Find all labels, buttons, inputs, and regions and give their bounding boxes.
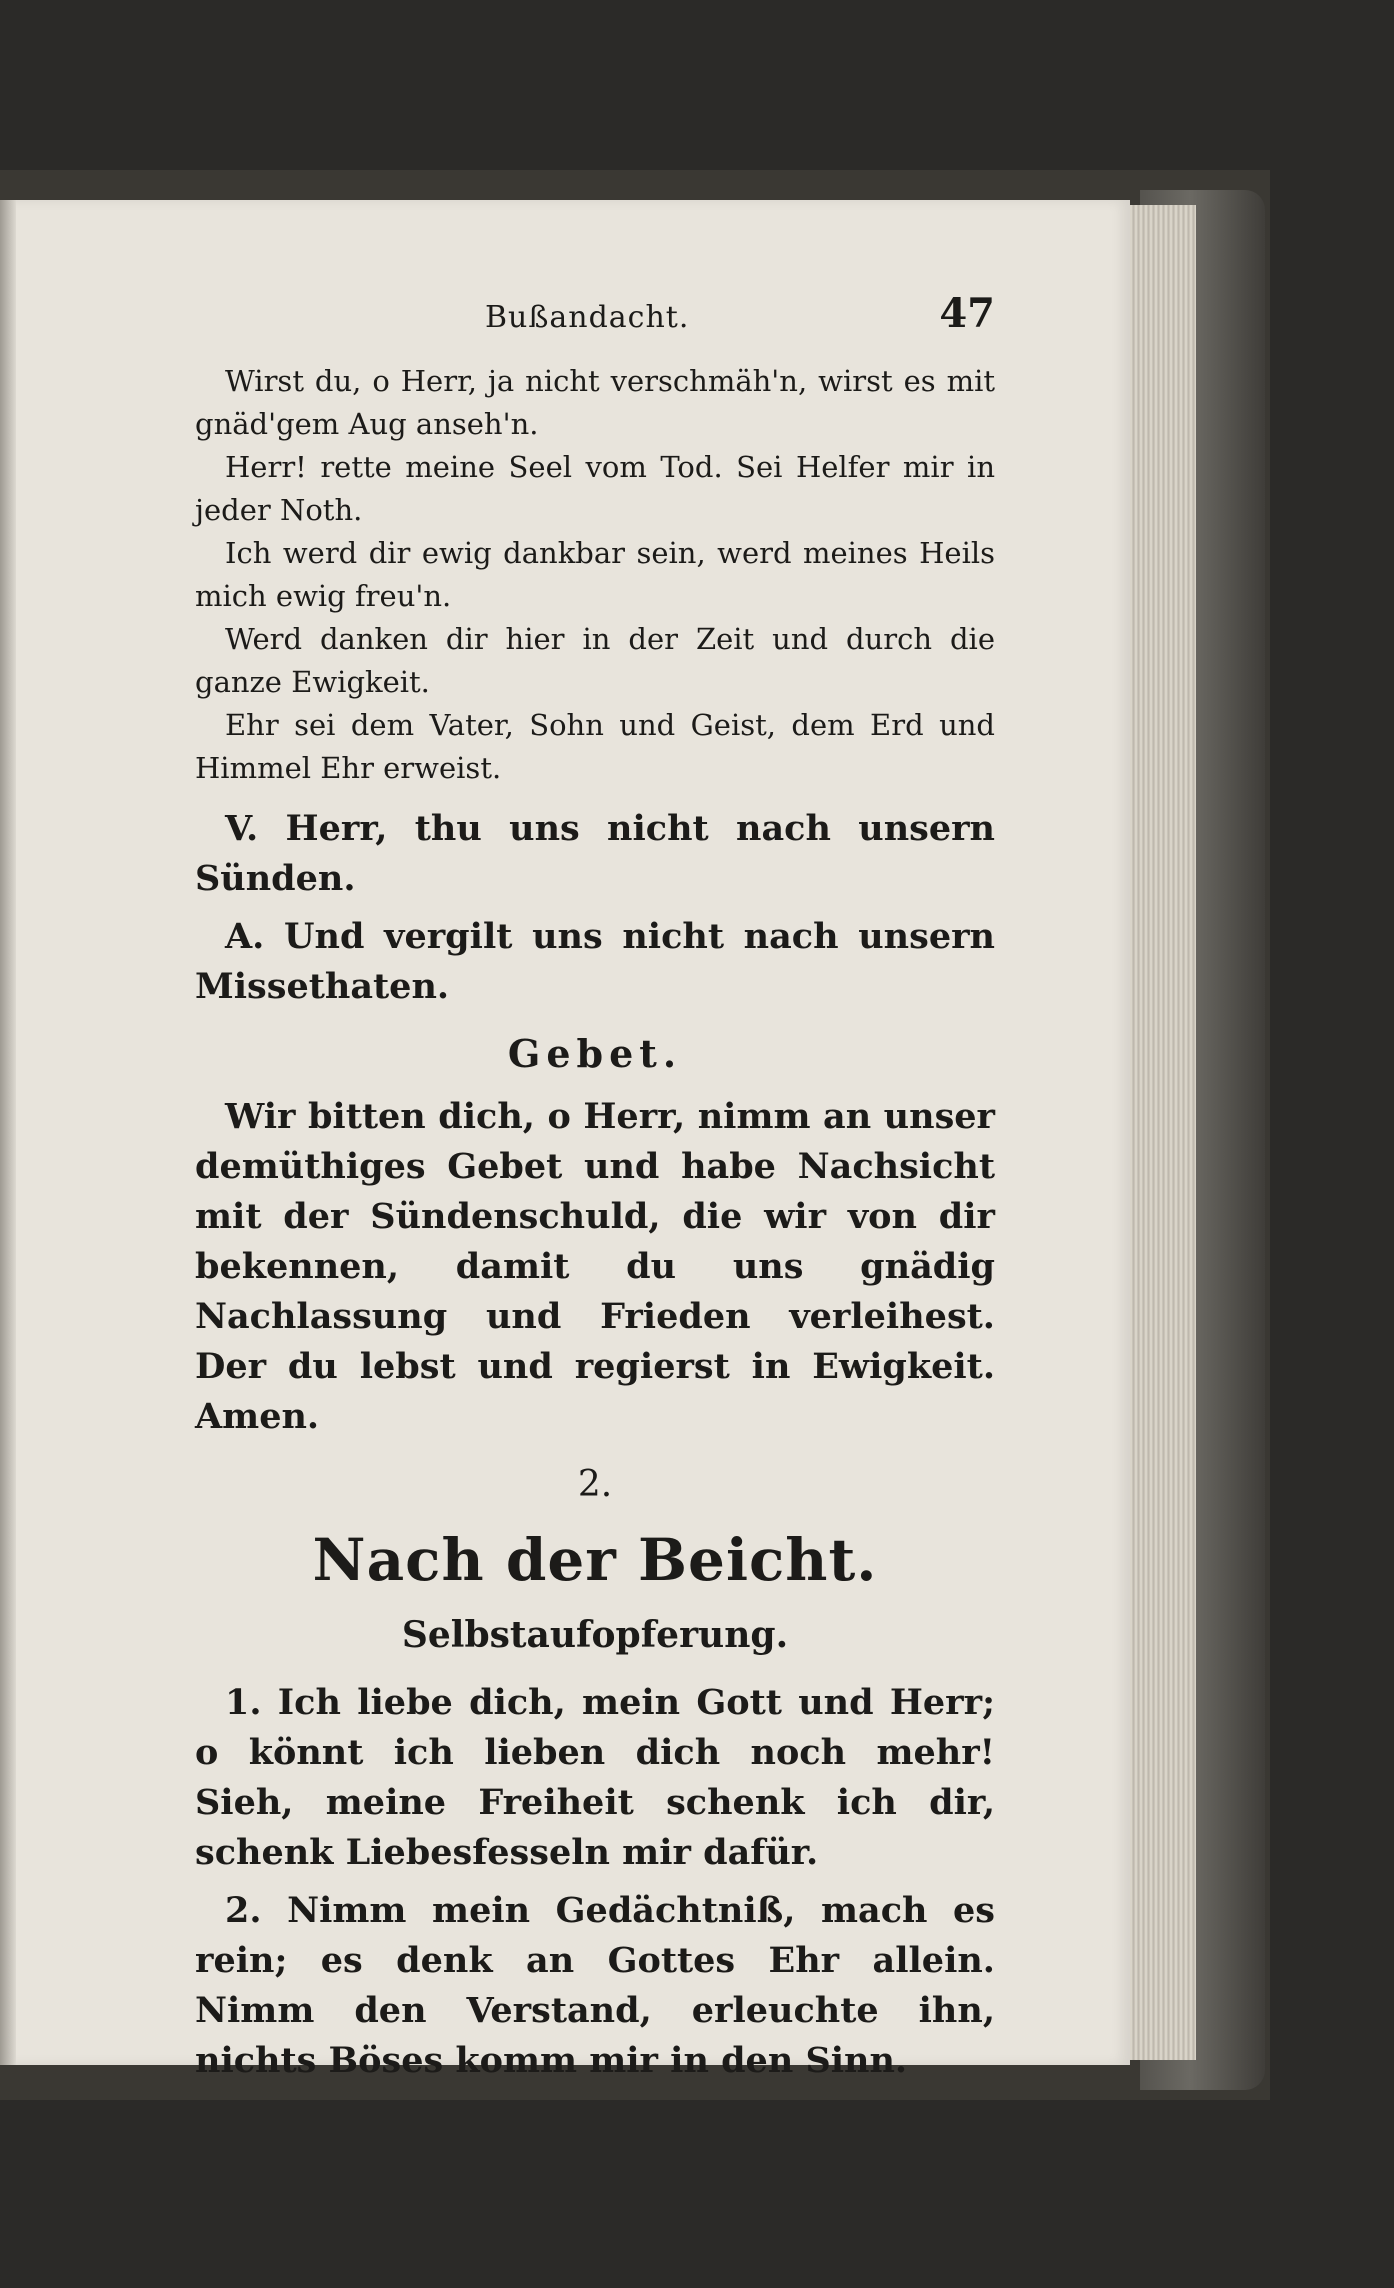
verse-paragraph: Ich werd dir ewig dankbar sein, werd meines Heils mich ewig freu'n. (195, 536, 995, 613)
verse-paragraph: Herr! rette meine Seel vom Tod. Sei Helfer mir in jeder Noth. (195, 450, 995, 527)
versicle: V. Herr, thu uns nicht nach unsern Sünden. (195, 808, 995, 899)
hymn-verses (195, 360, 995, 790)
stanzas (195, 1678, 995, 2086)
response: A. Und vergilt uns nicht nach unsern Missethaten. (195, 916, 995, 1007)
section-title: Nach der Beicht. (312, 1526, 878, 1594)
section-subtitle: Selbstaufopferung. (401, 1614, 789, 1656)
running-head: Bußandacht. (484, 300, 690, 335)
versicle-response (195, 804, 995, 1012)
stanza: 2. Nimm mein Gedächtniß, mach es rein; es denk an Gottes Ehr allein. Nimm den Verstand, erleuchte ihn, nichts Böses komm mir in den Sinn. (195, 1890, 995, 2081)
page-content (195, 290, 995, 2086)
prayer-block (195, 1092, 995, 1442)
page-header (195, 290, 995, 360)
verse-paragraph: Ehr sei dem Vater, Sohn und Geist, dem Erd und Himmel Ehr erweist. (195, 708, 995, 785)
prayer-heading: Gebet. (507, 1031, 683, 1076)
verse-paragraph: Wirst du, o Herr, ja nicht verschmäh'n, wirst es mit gnäd'gem Aug anseh'n. (195, 364, 995, 441)
page-number: 47 (939, 290, 995, 337)
prayer-text: Wir bitten dich, o Herr, nimm an unser demüthiges Gebet und habe Nachsicht mit der Sündenschuld, die wir von dir bekennen, damit du uns gnädig Nachlassung und Frieden verleihest. Der du lebst und regierst in Ewigkeit. Amen. (195, 1096, 995, 1437)
stanza: 1. Ich liebe dich, mein Gott und Herr; o könnt ich lieben dich noch mehr! Sieh, meine Freiheit schenk ich dir, schenk Liebesfesseln mir dafür. (195, 1682, 995, 1873)
page-gutter (0, 200, 16, 2065)
section-number: 2. (577, 1464, 613, 1505)
verse-paragraph: Werd danken dir hier in der Zeit und durch die ganze Ewigkeit. (195, 622, 995, 699)
